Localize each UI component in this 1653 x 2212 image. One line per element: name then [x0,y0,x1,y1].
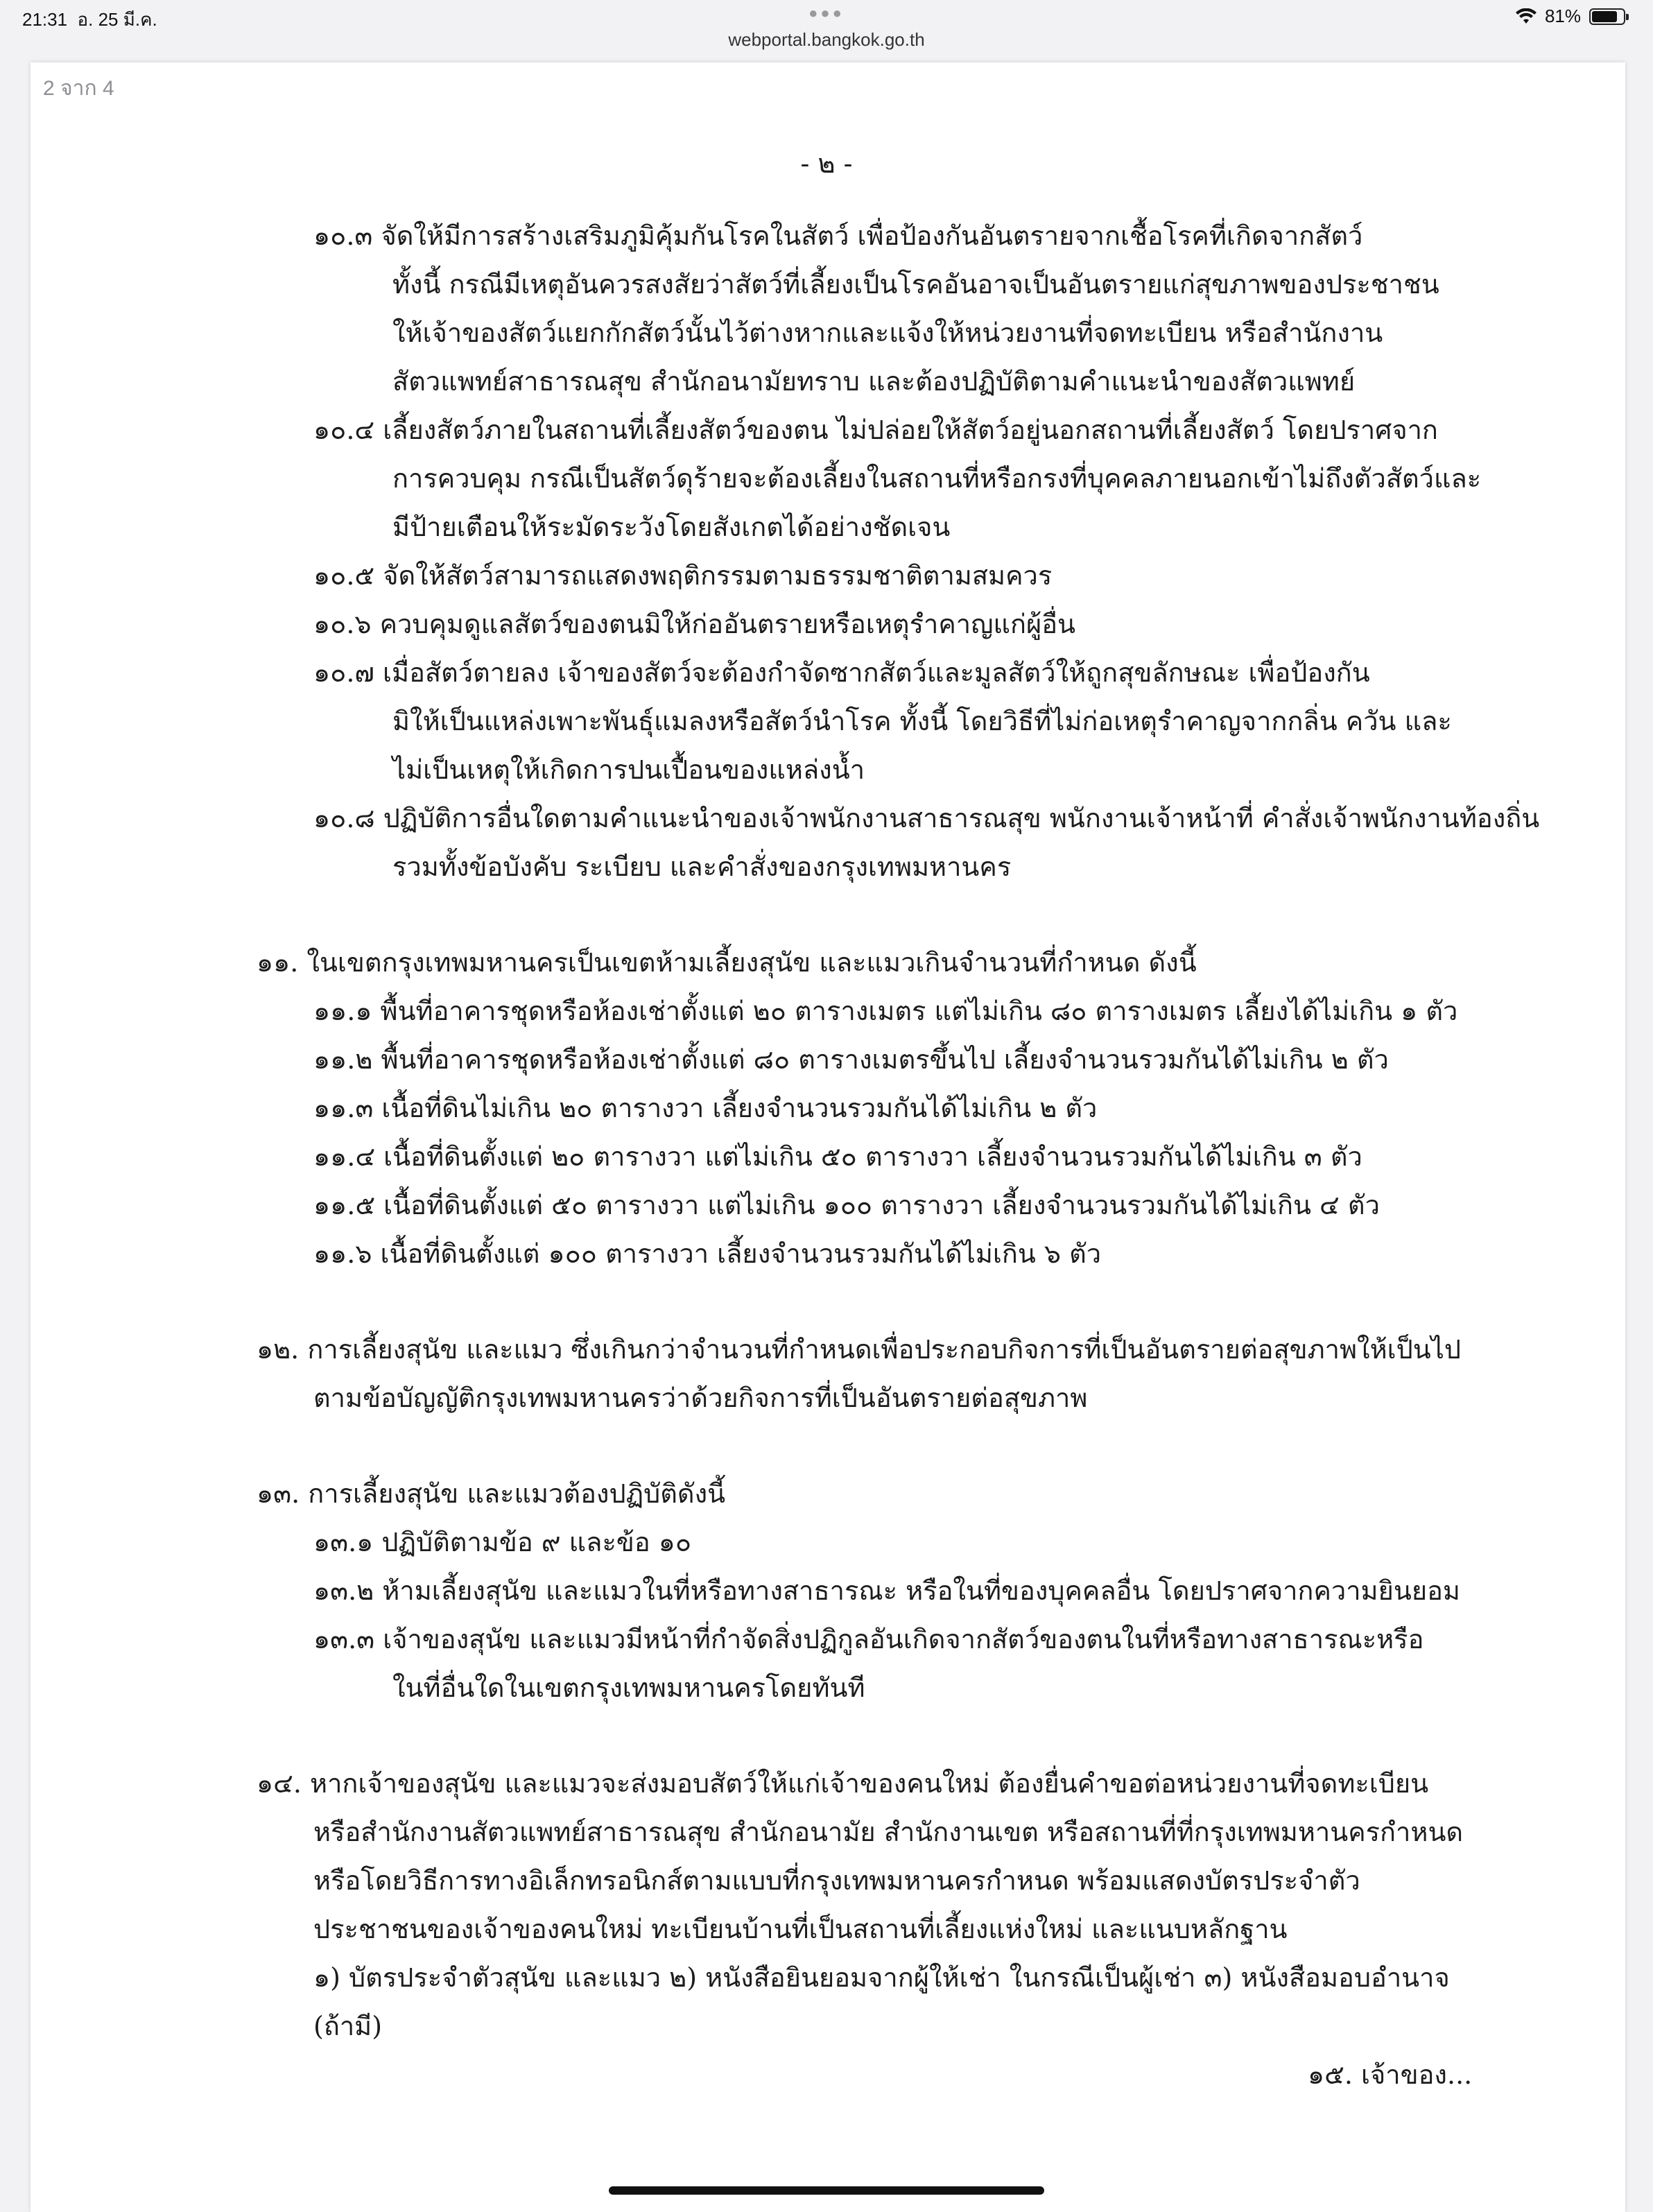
document-line: ๑๔. หากเจ้าของสุนัข และแมวจะส่งมอบสัตว์ให้แก่เจ้าของคนใหม่ ต้องยื่นคำขอต่อหน่วยงานที่จดทะเบียน [257,1768,1429,1799]
document-line: หรือโดยวิธีการทางอิเล็กทรอนิกส์ตามแบบที่กรุงเทพมหานครกำหนด พร้อมแสดงบัตรประจำตัว [313,1865,1360,1896]
document-line: ไม่เป็นเหตุให้เกิดการปนเปื้อนของแหล่งน้ำ [392,754,865,785]
document-line: หรือสำนักงานสัตวแพทย์สาธารณสุข สำนักอนามัย สำนักงานเขต หรือสถานที่ที่กรุงเทพมหานครกำหนด [313,1817,1464,1847]
more-dots-icon[interactable]: ●●● [808,4,845,21]
document-line: ๑๕. เจ้าของ... [1308,2059,1473,2090]
document-line: ๑๐.๘ ปฏิบัติการอื่นใดตามคำแนะนำของเจ้าพนักงานสาธารณสุข พนักงานเจ้าหน้าที่ คำสั่งเจ้าพนักงานท้องถิ่น [313,803,1540,833]
document-line: ให้เจ้าของสัตว์แยกกักสัตว์นั้นไว้ต่างหากและแจ้งให้หน่วยงานที่จดทะเบียน หรือสำนักงาน [392,318,1383,348]
wifi-icon [1516,8,1537,25]
document-line: ๑๐.๗ เมื่อสัตว์ตายลง เจ้าของสัตว์จะต้องกำจัดซากสัตว์และมูลสัตว์ให้ถูกสุขลักษณะ เพื่อป้องกัน [313,657,1370,688]
document-line: ประชาชนของเจ้าของคนใหม่ ทะเบียนบ้านที่เป็นสถานที่เลี้ยงแห่งใหม่ และแนบหลักฐาน [313,1914,1288,1944]
battery-percent: 81% [1544,6,1581,26]
document-line: ๑๑.๕ เนื้อที่ดินตั้งแต่ ๕๐ ตารางวา แต่ไม่เกิน ๑๐๐ ตารางวา เลี้ยงจำนวนรวมกันได้ไม่เกิน ๔ ตัว [313,1190,1380,1220]
battery-icon [1589,8,1625,25]
status-indicators [1516,6,1625,27]
home-indicator[interactable] [609,2186,1044,2195]
document-line: ๑๐.๕ จัดให้สัตว์สามารถแสดงพฤติกรรมตามธรรมชาติตามสมควร [313,560,1053,591]
document-line: สัตวแพทย์สาธารณสุข สำนักอนามัยทราบ และต้องปฏิบัติตามคำแนะนำของสัตวแพทย์ [392,366,1356,397]
document-line: ในที่อื่นใดในเขตกรุงเทพมหานครโดยทันที [392,1673,865,1703]
document-line: ๑๓.๑ ปฏิบัติตามข้อ ๙ และข้อ ๑๐ [313,1527,692,1557]
document-line: ทั้งนี้ กรณีมีเหตุอันควรสงสัยว่าสัตว์ที่เลี้ยงเป็นโรคอันอาจเป็นอันตรายแก่สุขภาพของประชาชน [392,269,1439,300]
document-line: ๑๐.๖ ควบคุมดูแลสัตว์ของตนมิให้ก่ออันตรายหรือเหตุรำคาญแก่ผู้อื่น [313,609,1076,639]
battery-fill [1592,11,1617,22]
document-line: ๑๐.๓ จัดให้มีการสร้างเสริมภูมิคุ้มกันโรคในสัตว์ เพื่อป้องกันอันตรายจากเชื้อโรคที่เกิดจากสัตว์ [313,221,1363,251]
status-time: 21:31 [22,9,68,30]
document-line: รวมทั้งข้อบังคับ ระเบียบ และคำสั่งของกรุงเทพมหานคร [392,852,1012,882]
page-indicator: 2 จาก 4 [43,77,114,100]
document-line: ๑๑.๒ พื้นที่อาคารชุดหรือห้องเช่าตั้งแต่ ๘๐ ตารางเมตรขึ้นไป เลี้ยงจำนวนรวมกันได้ไม่เกิน ๒ ตัว [313,1044,1389,1075]
document-line: ๑) บัตรประจำตัวสุนัข และแมว ๒) หนังสือยินยอมจากผู้ให้เช่า ในกรณีเป็นผู้เช่า ๓) หนังสือมอบอำนาจ [313,1962,1450,1993]
url-bar[interactable]: webportal.bangkok.go.th [728,29,925,50]
status-date: อ. 25 มี.ค. [77,9,157,30]
document-line: ๑๑.๓ เนื้อที่ดินไม่เกิน ๒๐ ตารางวา เลี้ยงจำนวนรวมกันได้ไม่เกิน ๒ ตัว [313,1093,1098,1123]
page-number: - ๒ - [800,148,853,179]
document-line: ๑๓.๒ ห้ามเลี้ยงสุนัข และแมวในที่หรือทางสาธารณะ หรือในที่ของบุคคลอื่น โดยปราศจากความยินยอม [313,1575,1460,1606]
document-line: (ถ้ามี) [313,2011,383,2041]
document-line: ๑๑. ในเขตกรุงเทพมหานครเป็นเขตห้ามเลี้ยงสุนัข และแมวเกินจำนวนที่กำหนด ดังนี้ [257,947,1197,978]
document-line: ตามข้อบัญญัติกรุงเทพมหานครว่าด้วยกิจการที่เป็นอันตรายต่อสุขภาพ [313,1383,1088,1413]
document-line: ๑๑.๖ เนื้อที่ดินตั้งแต่ ๑๐๐ ตารางวา เลี้ยงจำนวนรวมกันได้ไม่เกิน ๖ ตัว [313,1238,1102,1269]
document-line: มีป้ายเตือนให้ระมัดระวังโดยสังเกตได้อย่างชัดเจน [392,512,951,542]
document-line: มิให้เป็นแหล่งเพาะพันธุ์แมลงหรือสัตว์นำโรค ทั้งนี้ โดยวิธีที่ไม่ก่อเหตุรำคาญจากกลิ่น ควัน และ [392,706,1452,736]
document-line: การควบคุม กรณีเป็นสัตว์ดุร้ายจะต้องเลี้ยงในสถานที่หรือกรงที่บุคคลภายนอกเข้าไม่ถึงตัวสัตว์และ [392,463,1482,494]
document-line: ๑๑.๔ เนื้อที่ดินตั้งแต่ ๒๐ ตารางวา แต่ไม่เกิน ๕๐ ตารางวา เลี้ยงจำนวนรวมกันได้ไม่เกิน ๓ ตัว [313,1141,1362,1172]
document-line: ๑๒. การเลี้ยงสุนัข และแมว ซึ่งเกินกว่าจำนวนที่กำหนดเพื่อประกอบกิจการที่เป็นอันตรายต่อสุขภาพให้เป็นไป [257,1334,1461,1365]
document-line: ๑๐.๔ เลี้ยงสัตว์ภายในสถานที่เลี้ยงสัตว์ของตน ไม่ปล่อยให้สัตว์อยู่นอกสถานที่เลี้ยงสัตว์ โดยปราศจาก [313,415,1438,445]
document-line: ๑๓. การเลี้ยงสุนัข และแมวต้องปฏิบัติดังนี้ [257,1478,726,1509]
document-line: ๑๓.๓ เจ้าของสุนัข และแมวมีหน้าที่กำจัดสิ่งปฏิกูลอันเกิดจากสัตว์ของตนในที่หรือทางสาธารณะหรือ [313,1624,1424,1654]
document-line: ๑๑.๑ พื้นที่อาคารชุดหรือห้องเช่าตั้งแต่ ๒๐ ตารางเมตร แต่ไม่เกิน ๘๐ ตารางเมตร เลี้ยงได้ไม่เกิน ๑ ตัว [313,996,1458,1026]
